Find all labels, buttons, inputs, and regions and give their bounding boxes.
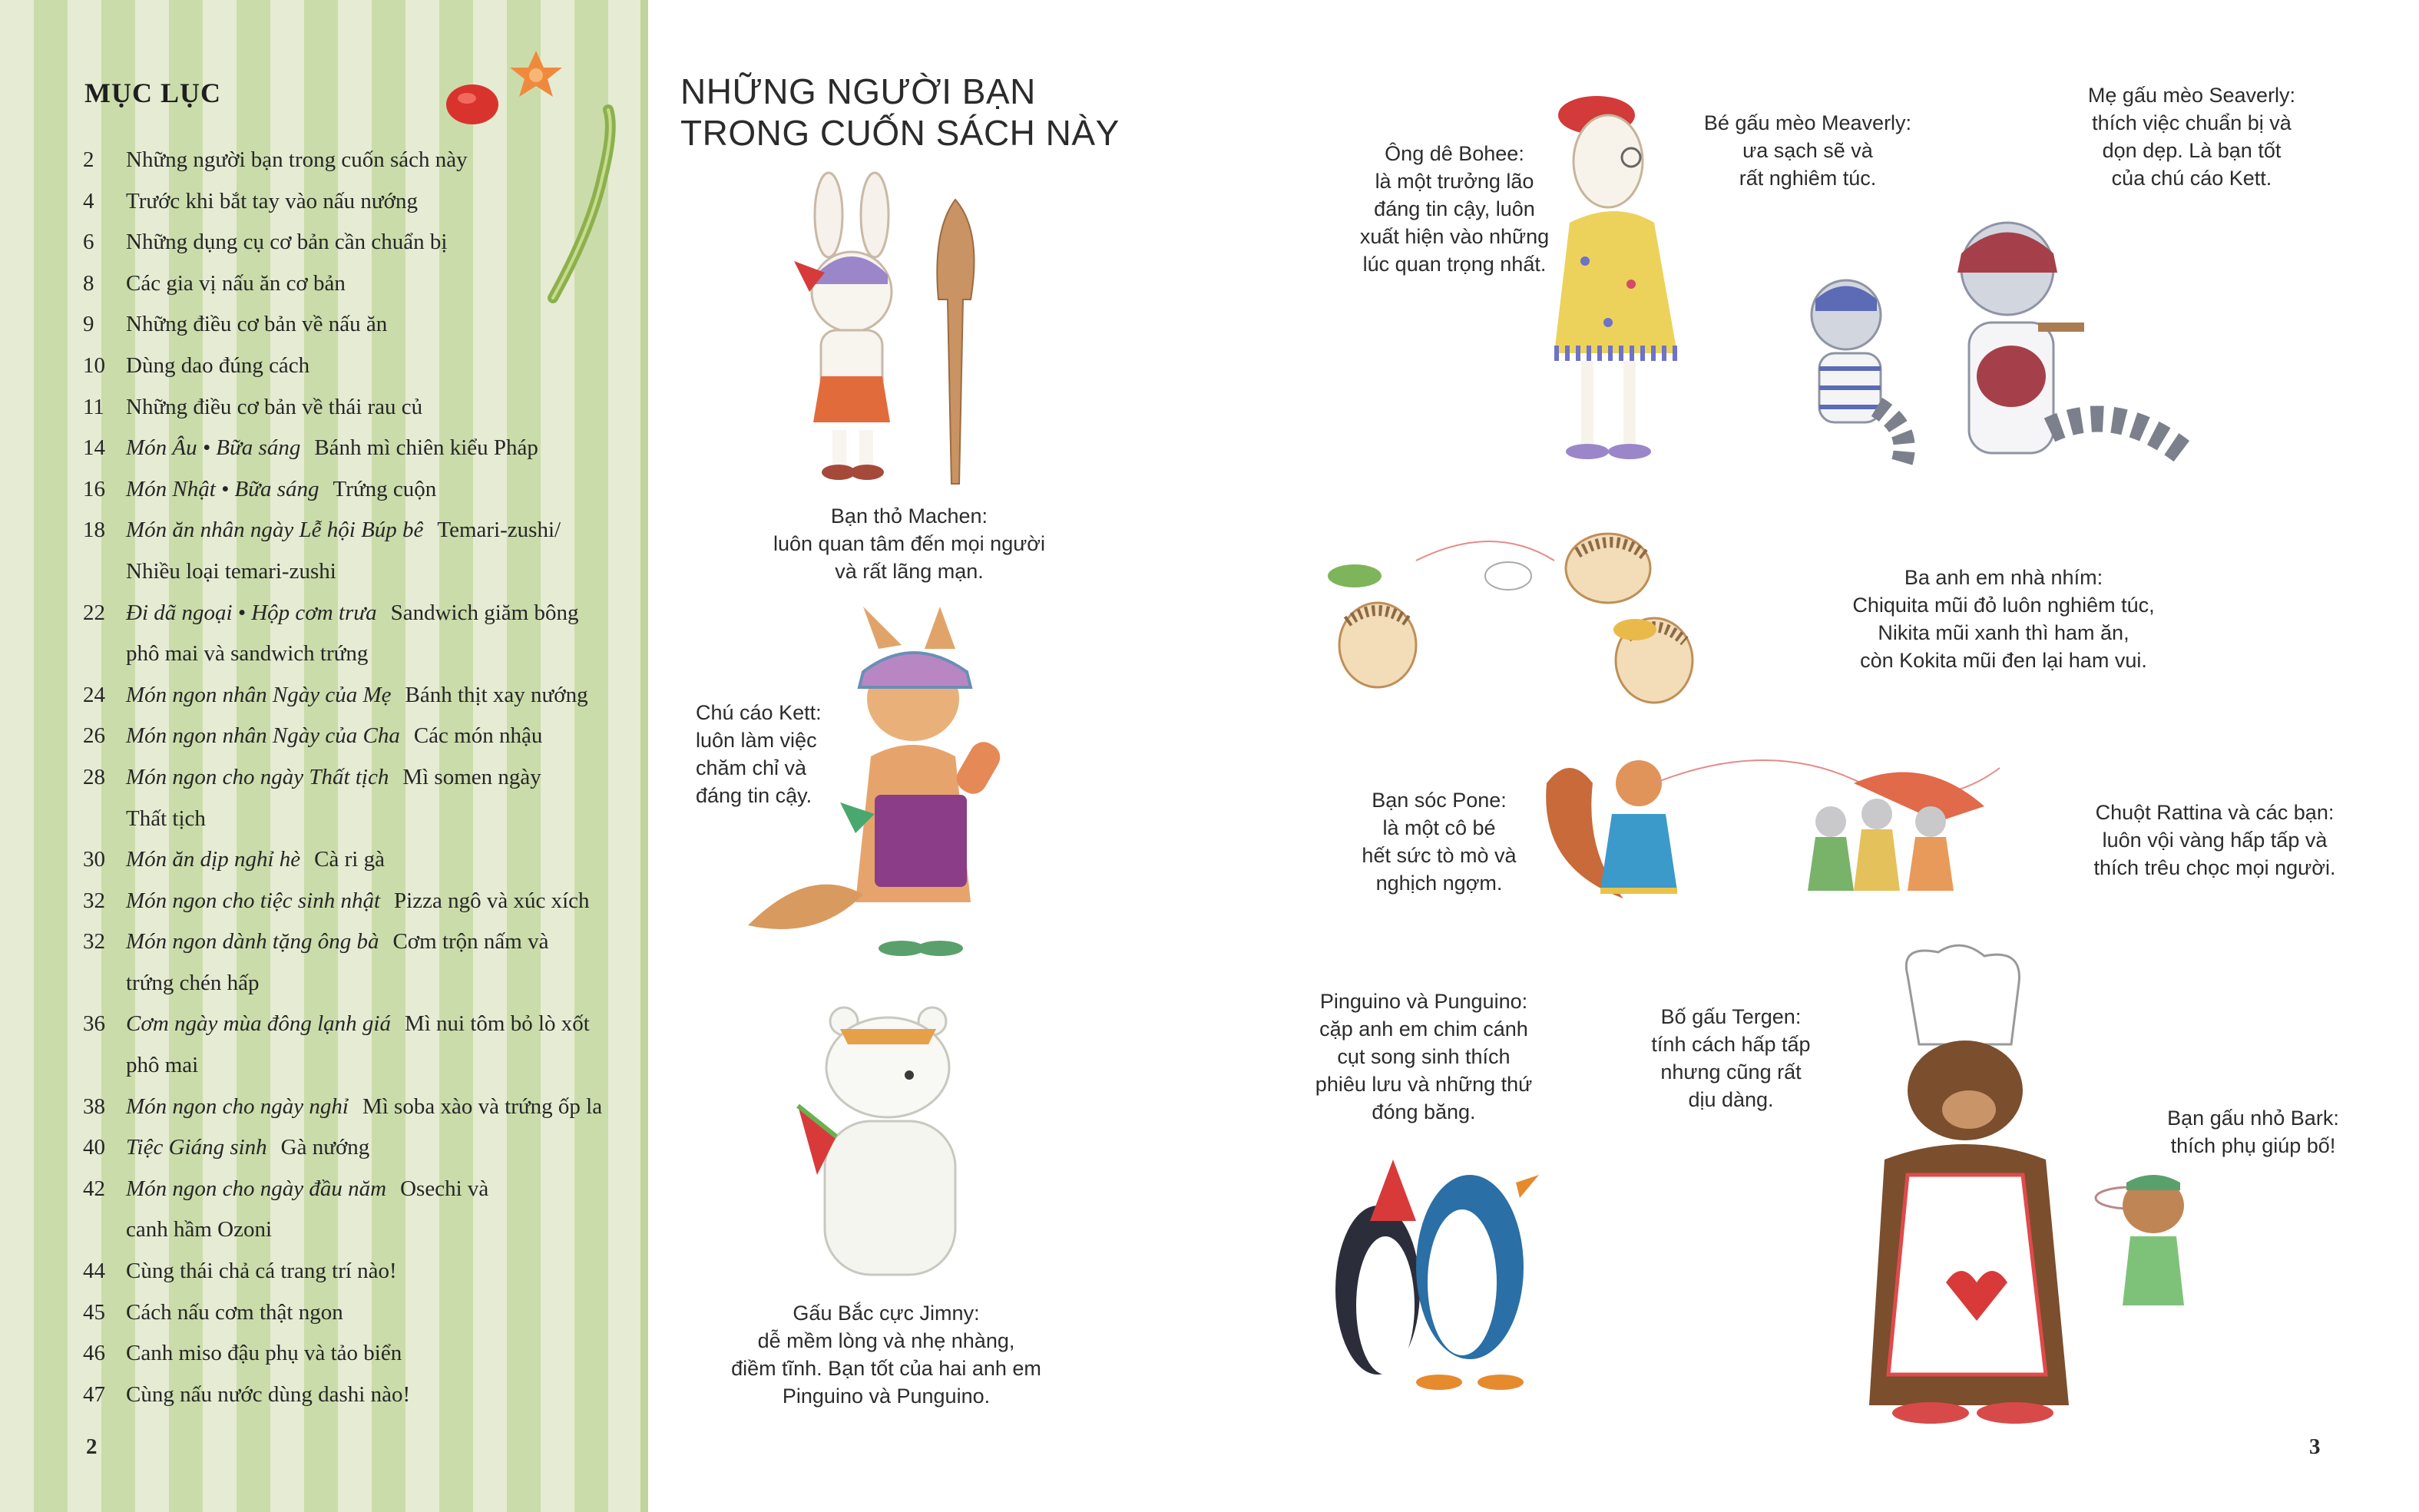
caption-jimny: Gấu Bắc cực Jimny: dễ mềm lòng và nhẹ nhàng, điềm tĩnh. Bạn tốt của hai anh em Pinguino và Punguino. bbox=[731, 1302, 1041, 1408]
toc-entry bbox=[83, 1169, 636, 1210]
toc-entry-text bbox=[126, 346, 636, 387]
toc-entry-text bbox=[126, 181, 636, 223]
toc-page-number: 44 bbox=[83, 1259, 105, 1284]
toc-entry-text bbox=[126, 1375, 636, 1416]
toc-entry-title: Những điều cơ bản về thái rau củ bbox=[126, 394, 423, 419]
toc-entry bbox=[83, 921, 636, 963]
toc-entry-text bbox=[126, 921, 636, 963]
polar-bear-jimny-illustration bbox=[794, 998, 994, 1298]
caption-penguins: Pinguino và Punguino: cặp anh em chim cánh cụt song sinh thích phiêu lưu và những thứ đóng băng. bbox=[1315, 990, 1533, 1123]
toc-entry bbox=[83, 675, 636, 716]
toc-entry-text bbox=[126, 1004, 636, 1045]
toc-entry-text bbox=[126, 510, 636, 551]
caption-seaverly: Mẹ gấu mèo Seaverly: thích việc chuẩn bị và dọn dẹp. Là bạn tốt của chú cáo Kett. bbox=[2087, 84, 2296, 190]
caption-bohee: Ông dê Bohee: là một trưởng lão đáng tin cậy, luôn xuất hiện vào những lúc quan trọng nhất. bbox=[1359, 142, 1550, 276]
toc-page-number: 46 bbox=[83, 1341, 105, 1366]
chef-hat-icon bbox=[1906, 945, 2019, 1044]
toc-page-number: 38 bbox=[83, 1093, 105, 1119]
caption-kett: Chú cáo Kett: luôn làm việc chăm chỉ và đáng tin cậy. bbox=[696, 701, 822, 807]
toc-entry-title: Trứng cuộn bbox=[333, 476, 437, 501]
toc-entry-text bbox=[126, 799, 636, 840]
toc-entry-category: Món ăn dịp nghỉ hè bbox=[126, 847, 301, 872]
toc-entry-category: Món ngon dành tặng ông bà bbox=[126, 929, 379, 955]
toc-entry-title: Pizza ngô và xúc xích bbox=[394, 888, 590, 913]
toc-entry-title: canh hầm Ozoni bbox=[126, 1217, 273, 1242]
toc-entry-text bbox=[126, 757, 636, 799]
caption-rattina: Chuột Rattina và các bạn: luôn vội vàng hấp tấp và thích trêu chọc mọi người. bbox=[2093, 801, 2336, 879]
spatula-icon bbox=[937, 200, 974, 484]
toc-entry-category: Món ngon nhân Ngày của Cha bbox=[126, 723, 400, 749]
toc-page-number bbox=[83, 963, 126, 1004]
right-page bbox=[648, 0, 2419, 1512]
toc-entry bbox=[83, 963, 636, 1004]
toc-page-number: 22 bbox=[83, 600, 105, 625]
toc-page-number: 24 bbox=[83, 682, 105, 707]
toc-entry-title: Bánh thịt xay nướng bbox=[405, 682, 588, 707]
toc-entry-category: Đi dã ngoại • Hộp cơm trưa bbox=[126, 600, 377, 625]
toc-entry-title: Cách nấu cơm thật ngon bbox=[126, 1299, 343, 1325]
penguins-illustration bbox=[1324, 1152, 1554, 1405]
toc-page-number bbox=[83, 634, 126, 675]
toc-entry-title: Thất tịch bbox=[126, 806, 206, 831]
toc-page-number: 6 bbox=[83, 230, 94, 255]
toc-entry-text bbox=[126, 387, 636, 428]
toc-entry-category: Món ngon cho tiệc sinh nhật bbox=[126, 888, 381, 913]
apron-icon bbox=[875, 795, 967, 887]
toc-page-number: 11 bbox=[83, 394, 104, 419]
toc-entry-title: Nhiều loại temari-zushi bbox=[126, 558, 336, 584]
rabbit-machen-illustration bbox=[779, 184, 1009, 499]
toc-entry-text bbox=[126, 634, 636, 675]
toc-page-number: 32 bbox=[83, 888, 105, 913]
toc-entry-category: Món ngon cho ngày đầu năm bbox=[126, 1176, 387, 1201]
toc-page-number: 28 bbox=[83, 764, 105, 789]
toc-page-number: 26 bbox=[83, 723, 105, 749]
toc-entry-text bbox=[126, 551, 636, 593]
toc-page-number: 42 bbox=[83, 1176, 105, 1201]
toc-entry-category: Món Âu • Bữa sáng bbox=[126, 435, 301, 461]
toc-list bbox=[83, 140, 636, 1415]
toc-entry-title: phô mai và sandwich trứng bbox=[126, 641, 369, 667]
toc-entry-text bbox=[126, 1209, 636, 1251]
toc-entry-title: Osechi và bbox=[400, 1176, 489, 1201]
watermelon-icon bbox=[1370, 1160, 1416, 1221]
toc-entry-title: Các gia vị nấu ăn cơ bản bbox=[126, 270, 346, 296]
toc-entry-title: Trước khi bắt tay vào nấu nướng bbox=[126, 188, 418, 213]
toc-entry-text bbox=[126, 1169, 636, 1210]
toc-entry bbox=[83, 222, 636, 263]
toc-page-number: 30 bbox=[83, 847, 105, 872]
toc-entry-text bbox=[126, 428, 636, 469]
toc-entry-category: Món ngon nhân Ngày của Mẹ bbox=[126, 682, 392, 707]
toc-entry-text bbox=[126, 1251, 636, 1292]
toc-page-number: 36 bbox=[83, 1011, 105, 1037]
page-number-right: 3 bbox=[2309, 1434, 2321, 1459]
tomato-slice-icon bbox=[446, 84, 498, 124]
toc-entry-title: Gà nướng bbox=[280, 1135, 370, 1160]
spread-title-line2: TRONG CUỐN SÁCH NÀY bbox=[680, 113, 1120, 153]
toc-page-number bbox=[83, 1209, 126, 1251]
toc-entry bbox=[83, 551, 636, 593]
toc-entry bbox=[83, 839, 636, 881]
toc-entry-text bbox=[126, 881, 636, 922]
toc-page-number: 10 bbox=[83, 352, 105, 378]
bears-tergen-bark-illustration bbox=[1792, 945, 2222, 1444]
toc-entry-text bbox=[126, 1333, 636, 1375]
toc-entry-text bbox=[126, 716, 636, 757]
toc-entry bbox=[83, 634, 636, 675]
page-number-left: 2 bbox=[86, 1434, 98, 1459]
toc-page-number: 4 bbox=[83, 188, 94, 213]
toc-entry-title: Các món nhậu bbox=[413, 723, 543, 749]
toc-page-number: 40 bbox=[83, 1135, 105, 1160]
toc-entry-category: Tiệc Giáng sinh bbox=[126, 1135, 267, 1160]
left-page bbox=[0, 0, 648, 1512]
toc-entry bbox=[83, 387, 636, 428]
toc-entry-title: Mì somen ngày bbox=[402, 764, 541, 789]
toc-entry bbox=[83, 510, 636, 551]
toc-entry bbox=[83, 469, 636, 511]
toc-entry bbox=[83, 1087, 636, 1128]
toc-entry-title: Cùng thái chả cá trang trí nào! bbox=[126, 1259, 397, 1284]
toc-page-number: 8 bbox=[83, 270, 94, 296]
toc-entry-text bbox=[126, 839, 636, 881]
toc-page-number: 18 bbox=[83, 518, 105, 543]
toc-entry-title: Mì soba xào và trứng ốp la bbox=[362, 1093, 603, 1119]
toc-entry-text bbox=[126, 469, 636, 511]
caption-meaverly: Bé gấu mèo Meaverly: ưa sạch sẽ và rất nghiêm túc. bbox=[1703, 111, 1912, 190]
toc-entry-text bbox=[126, 1087, 636, 1128]
toc-page-number: 16 bbox=[83, 476, 105, 501]
toc-entry-text bbox=[126, 1292, 636, 1334]
toc-entry-title: Canh miso đậu phụ và tảo biển bbox=[126, 1341, 402, 1366]
toc-page-number bbox=[83, 799, 126, 840]
toc-page-number: 47 bbox=[83, 1381, 105, 1407]
toc-entry bbox=[83, 1045, 636, 1087]
toc-entry-text bbox=[126, 1045, 636, 1087]
toc-entry-title: Sandwich giăm bông bbox=[390, 600, 579, 625]
toc-entry-category: Món Nhật • Bữa sáng bbox=[126, 476, 319, 501]
toc-entry-text bbox=[126, 675, 636, 716]
toc-entry bbox=[83, 346, 636, 387]
toc-entry bbox=[83, 881, 636, 922]
toc-entry-title: Cơm trộn nấm và bbox=[392, 929, 549, 955]
toc-page-number: 9 bbox=[83, 312, 94, 337]
squirrel-and-mice-illustration bbox=[1539, 737, 2038, 945]
raccoons-illustration bbox=[1754, 200, 2230, 484]
caption-tergen: Bố gấu Tergen: tính cách hấp tấp nhưng cũng rất dịu dàng. bbox=[1651, 1005, 1811, 1111]
toc-entry bbox=[83, 428, 636, 469]
toc-entry-text bbox=[126, 140, 636, 181]
toc-entry-text bbox=[126, 1127, 636, 1169]
spread-title-line1: NHỮNG NGƯỜI BẠN bbox=[680, 71, 1036, 111]
toc-entry bbox=[83, 1292, 636, 1334]
toc-entry-category: Món ăn nhân ngày Lễ hội Búp bê bbox=[126, 518, 424, 543]
toc-entry-title: phô mai bbox=[126, 1053, 199, 1078]
toc-entry-category: Món ngon cho ngày nghỉ bbox=[126, 1093, 349, 1119]
toc-entry-title: Cùng nấu nước dùng dashi nào! bbox=[126, 1381, 411, 1407]
toc-entry-title: Bánh mì chiên kiểu Pháp bbox=[314, 435, 538, 461]
spread-title bbox=[680, 71, 1120, 154]
toc-entry-title: Những dụng cụ cơ bản cần chuẩn bị bbox=[126, 230, 448, 255]
toc-page-number: 32 bbox=[83, 929, 105, 955]
toc-entry bbox=[83, 1209, 636, 1251]
toc-title: MỤC LỤC bbox=[84, 78, 221, 108]
caption-bark: Bạn gấu nhỏ Bark: thích phụ giúp bố! bbox=[2167, 1107, 2339, 1157]
toc-entry bbox=[83, 593, 636, 634]
toc-entry bbox=[83, 140, 636, 181]
toc-entry-category: Cơm ngày mùa đông lạnh giá bbox=[126, 1011, 391, 1037]
toc-page-number: 14 bbox=[83, 435, 105, 461]
toc-entry-title: Dùng dao đúng cách bbox=[126, 352, 310, 378]
toc-entry bbox=[83, 1333, 636, 1375]
toc-page-number: 2 bbox=[83, 147, 94, 172]
toc-entry-title: Những người bạn trong cuốn sách này bbox=[126, 147, 468, 172]
toc-entry-title: Temari-zushi/ bbox=[437, 518, 561, 543]
toc-entry bbox=[83, 716, 636, 757]
toc-page-number: 45 bbox=[83, 1299, 105, 1325]
toc-entry bbox=[83, 304, 636, 346]
toc-entry bbox=[83, 181, 636, 223]
toc-entry bbox=[83, 1251, 636, 1292]
toc-entry-title: Mì nui tôm bỏ lò xốt bbox=[404, 1011, 590, 1037]
toc-entry-category: Món ngon cho ngày Thất tịch bbox=[126, 764, 389, 789]
toc-entry-title: trứng chén hấp bbox=[126, 970, 260, 995]
caption-machen: Bạn thỏ Machen: luôn quan tâm đến mọi người và rất lãng mạn. bbox=[773, 505, 1045, 583]
toc-entry bbox=[83, 757, 636, 799]
toc-entry-text bbox=[126, 263, 636, 305]
page-spine bbox=[640, 0, 648, 1512]
toc-page-number bbox=[83, 551, 126, 593]
toc-entry bbox=[83, 1127, 636, 1169]
toc-entry bbox=[83, 263, 636, 305]
toc-entry-text bbox=[126, 963, 636, 1004]
caption-hedgehogs: Ba anh em nhà nhím: Chiquita mũi đỏ luôn nghiêm túc, Nikita mũi xanh thì ham ăn, còn Kokita mũi đen lại ham vui. bbox=[1852, 566, 2155, 672]
toc-page-number bbox=[83, 1045, 126, 1087]
hedgehogs-illustration bbox=[1324, 514, 1739, 730]
toc-entry-title: Cà ri gà bbox=[314, 847, 385, 872]
toc-entry bbox=[83, 1004, 636, 1045]
toc-entry bbox=[83, 1375, 636, 1416]
toc-entry-title: Những điều cơ bản về nấu ăn bbox=[126, 312, 388, 337]
toc-entry bbox=[83, 799, 636, 840]
toc-entry-text bbox=[126, 222, 636, 263]
toc-entry-text bbox=[126, 304, 636, 346]
toc-entry-text bbox=[126, 593, 636, 634]
caption-pone: Bạn sóc Pone: là một cô bé hết sức tò mò và nghịch ngợm. bbox=[1362, 789, 1517, 895]
